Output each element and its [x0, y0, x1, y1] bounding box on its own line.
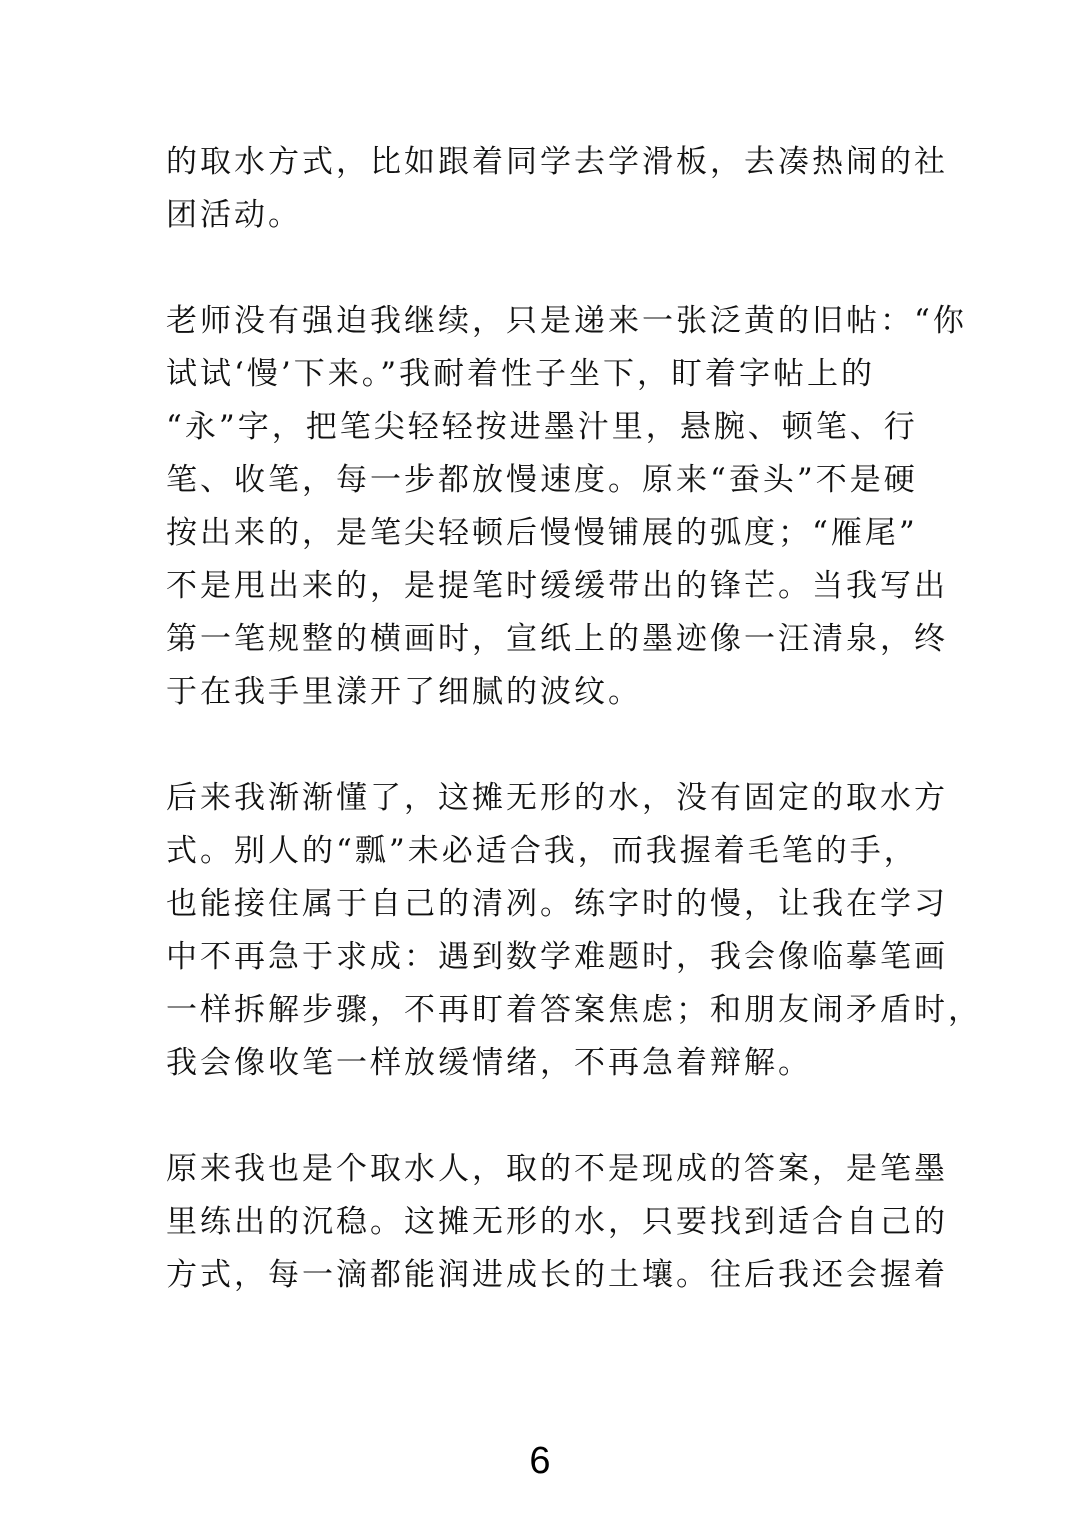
body-text	[166, 136, 982, 1302]
paragraph-gap	[166, 719, 918, 772]
text-line: 不是甩出来的，是提笔时缓缓带出的锋芒。当我写出	[166, 568, 948, 604]
text-line: 里练出的沉稳。这摊无形的水，只要找到适合自己的	[166, 1204, 948, 1240]
text-line: 方式，每一滴都能润进成长的土壤。往后我还会握着	[166, 1257, 948, 1293]
paragraph-3	[166, 772, 982, 1090]
page-number: 6	[529, 1440, 551, 1482]
text-line: 后来我渐渐懂了，这摊无形的水，没有固定的取水方	[166, 780, 948, 816]
text-line: 一样拆解步骤，不再盯着答案焦虑；和朋友闹矛盾时，	[166, 992, 982, 1028]
text-line: 按出来的，是笔尖轻顿后慢慢铺展的弧度；“雁尾”	[166, 515, 918, 551]
paragraph-2	[166, 295, 967, 719]
text-line: 试试‘慢’下来。”我耐着性子坐下，盯着字帖上的	[166, 356, 876, 392]
text-line: 原来我也是个取水人，取的不是现成的答案，是笔墨	[166, 1151, 948, 1187]
text-line: “永”字，把笔尖轻轻按进墨汁里，悬腕、顿笔、行	[166, 409, 918, 445]
text-line: 中不再急于求成：遇到数学难题时，我会像临摹笔画	[166, 939, 948, 975]
text-line: 老师没有强迫我继续，只是递来一张泛黄的旧帖：“你	[166, 303, 967, 339]
text-line: 于在我手里漾开了细腻的波纹。	[166, 674, 642, 710]
paragraph-1	[166, 136, 948, 242]
text-line: 的取水方式，比如跟着同学去学滑板，去凑热闹的社	[166, 144, 948, 180]
text-line: 笔、收笔，每一步都放慢速度。原来“蚕头”不是硬	[166, 462, 918, 498]
paragraph-4	[166, 1143, 948, 1302]
paragraph-gap	[166, 242, 918, 295]
text-line: 团活动。	[166, 197, 302, 233]
text-line: 式。别人的“瓢”未必适合我，而我握着毛笔的手，	[166, 833, 918, 869]
text-line: 也能接住属于自己的清冽。练字时的慢，让我在学习	[166, 886, 948, 922]
text-line: 第一笔规整的横画时，宣纸上的墨迹像一汪清泉，终	[166, 621, 948, 657]
paragraph-gap	[166, 1090, 918, 1143]
text-line: 我会像收笔一样放缓情绪，不再急着辩解。	[166, 1045, 812, 1081]
